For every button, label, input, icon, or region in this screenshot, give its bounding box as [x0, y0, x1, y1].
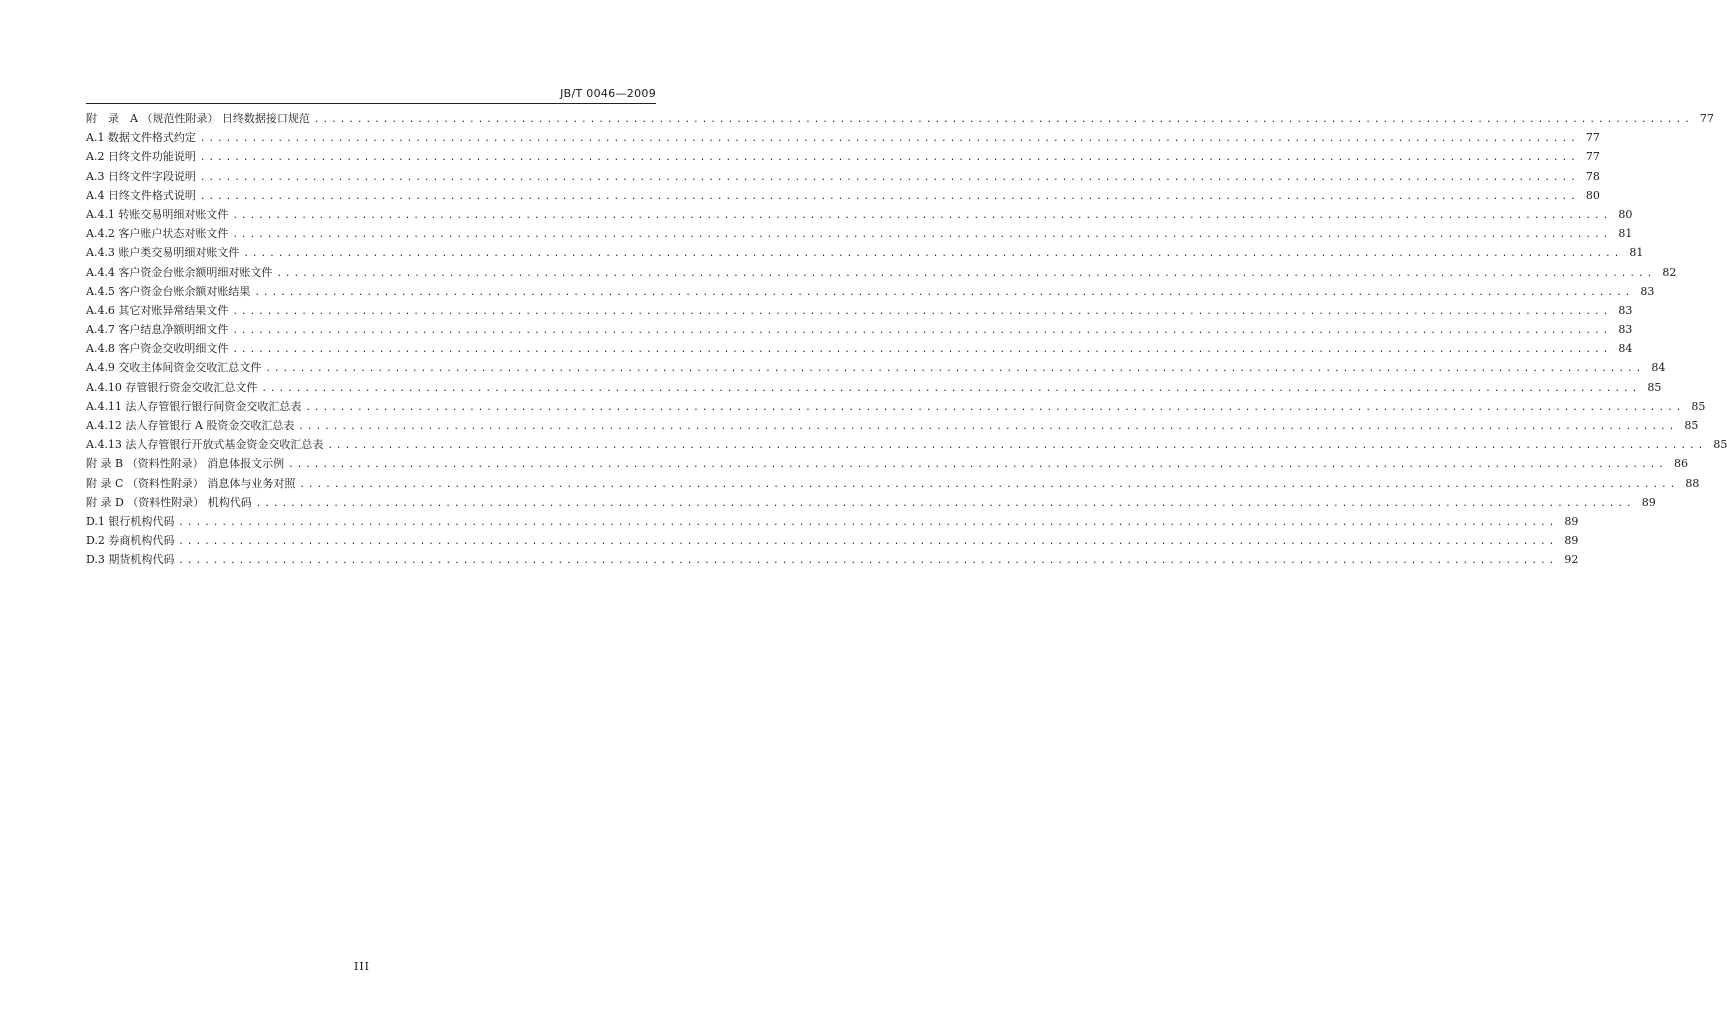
toc-entry[interactable]: [86, 205, 1633, 224]
toc-entry[interactable]: [86, 550, 1579, 569]
toc-entry-title: A.4.9 交收主体间资金交收汇总文件: [86, 361, 262, 375]
toc-dot-leader: ................................................................................................................................................................: [255, 498, 1635, 509]
toc-dot-leader: ................................................................................................................................................................: [327, 441, 1707, 452]
toc-entry[interactable]: [86, 167, 1600, 186]
toc-entry-page: 85: [1684, 419, 1699, 432]
toc-entry[interactable]: [86, 454, 1689, 473]
toc-entry-page: 83: [1618, 323, 1633, 337]
toc-entry-title: A.4.8 客户资金交收明细文件: [86, 342, 229, 356]
toc-entry[interactable]: [86, 339, 1633, 358]
toc-entry-page: 84: [1618, 342, 1633, 356]
toc-entry-page: 89: [1564, 534, 1579, 548]
toc-entry-page: 83: [1640, 284, 1655, 298]
toc-entry[interactable]: [86, 378, 1662, 397]
toc-entry-title: A.1 数据文件格式约定: [86, 131, 196, 145]
toc-entry-page: 77: [1585, 131, 1600, 145]
toc-entry-title: A.4.1 转账交易明细对账文件: [86, 207, 229, 221]
toc-entry[interactable]: [86, 531, 1579, 550]
toc-entry[interactable]: [86, 397, 1706, 416]
toc-entry-title: A.4.13 法人存管银行开放式基金资金交收汇总表: [86, 438, 324, 452]
toc-entry[interactable]: [86, 243, 1644, 262]
toc-entry-page: 92: [1564, 553, 1579, 567]
toc-entry-page: 89: [1564, 514, 1579, 528]
toc-entry[interactable]: [86, 474, 1700, 493]
toc-entry[interactable]: [86, 358, 1666, 377]
header-rule: [86, 103, 656, 104]
table-of-contents: [86, 109, 1727, 570]
page-number: III: [353, 960, 371, 973]
toc-entry[interactable]: [86, 128, 1600, 147]
toc-dot-leader: ................................................................................................................................................................: [232, 230, 1612, 241]
toc-entry-page: 81: [1618, 227, 1633, 241]
toc-dot-leader: ................................................................................................................................................................: [243, 249, 1623, 260]
toc-entry-title: D.3 期货机构代码: [86, 553, 175, 567]
toc-dot-leader: ................................................................................................................................................................: [232, 210, 1612, 221]
toc-dot-leader: ................................................................................................................................................................: [232, 306, 1612, 317]
toc-entry-title: A.4.11 法人存管银行银行间资金交收汇总表: [86, 399, 302, 413]
toc-entry-page: 89: [1641, 495, 1656, 509]
toc-entry-page: 88: [1685, 476, 1700, 490]
toc-entry[interactable]: [86, 282, 1655, 301]
toc-entry-page: 83: [1618, 303, 1633, 317]
toc-entry-title: A.4.2 客户账户状态对账文件: [86, 227, 229, 241]
toc-entry-title: A.4.3 账户类交易明细对账文件: [86, 246, 240, 260]
toc-dot-leader: ................................................................................................................................................................: [305, 402, 1685, 413]
toc-dot-leader: ................................................................................................................................................................: [232, 345, 1612, 356]
toc-entry-title: A.4.6 其它对账异常结果文件: [86, 303, 229, 317]
toc-dot-leader: ................................................................................................................................................................: [254, 287, 1634, 298]
toc-dot-leader: ................................................................................................................................................................: [232, 326, 1612, 337]
toc-entry-title: 附 录 C （资料性附录） 消息体与业务对照: [86, 476, 296, 490]
toc-entry[interactable]: [86, 320, 1633, 339]
toc-entry-title: A.2 日终文件功能说明: [86, 150, 196, 164]
toc-entry[interactable]: [86, 416, 1699, 435]
toc-entry-title: A.4.5 客户资金台账余额对账结果: [86, 284, 251, 298]
toc-entry[interactable]: [86, 493, 1656, 512]
toc-entry[interactable]: [86, 224, 1633, 243]
toc-dot-leader: ................................................................................................................................................................: [265, 364, 1645, 375]
toc-dot-leader: ................................................................................................................................................................: [261, 383, 1641, 394]
toc-dot-leader: ................................................................................................................................................................: [288, 460, 1668, 471]
toc-entry[interactable]: [86, 147, 1600, 166]
toc-entry-title: 附 录 A （规范性附录） 日终数据接口规范: [86, 112, 310, 125]
toc-entry-title: D.1 银行机构代码: [86, 514, 175, 528]
document-code: JB/T 0046—2009: [560, 87, 656, 100]
toc-entry-title: A.4.10 存管银行资金交收汇总文件: [86, 380, 258, 394]
toc-dot-leader: ................................................................................................................................................................: [299, 479, 1679, 490]
toc-dot-leader: ................................................................................................................................................................: [178, 537, 1558, 548]
toc-entry-page: 85: [1713, 438, 1727, 452]
toc-entry[interactable]: [86, 512, 1579, 531]
toc-entry-title: A.4.12 法人存管银行 A 股资金交收汇总表: [86, 419, 295, 432]
toc-entry-page: 77: [1585, 150, 1600, 164]
toc-entry-title: A.3 日终文件字段说明: [86, 169, 196, 183]
toc-entry[interactable]: [86, 263, 1677, 282]
toc-entry-title: A.4 日终文件格式说明: [86, 188, 196, 202]
toc-entry-page: 86: [1674, 457, 1689, 471]
toc-entry-title: 附 录 B （资料性附录） 消息体报文示例: [86, 457, 285, 471]
toc-dot-leader: ................................................................................................................................................................: [199, 134, 1579, 145]
toc-entry-title: A.4.4 客户资金台账余额明细对账文件: [86, 265, 273, 279]
toc-entry-page: 84: [1651, 361, 1666, 375]
toc-dot-leader: ................................................................................................................................................................: [199, 153, 1579, 164]
toc-entry[interactable]: [86, 186, 1600, 205]
toc-dot-leader: ................................................................................................................................................................: [178, 517, 1558, 528]
toc-dot-leader: ................................................................................................................................................................: [276, 268, 1656, 279]
toc-entry-page: 85: [1691, 399, 1706, 413]
toc-dot-leader: ................................................................................................................................................................: [178, 556, 1558, 567]
toc-entry-title: D.2 券商机构代码: [86, 534, 175, 548]
toc-entry-page: 77: [1699, 112, 1714, 125]
toc-entry-title: 附 录 D （资料性附录） 机构代码: [86, 495, 252, 509]
toc-entry-page: 80: [1618, 207, 1633, 221]
toc-entry-title: A.4.7 客户结息净额明细文件: [86, 323, 229, 337]
toc-entry[interactable]: [86, 301, 1633, 320]
toc-dot-leader: ................................................................................................................................................................: [298, 422, 1678, 432]
toc-entry-page: 78: [1585, 169, 1600, 183]
toc-dot-leader: ................................................................................................................................................................: [199, 172, 1579, 183]
toc-dot-leader: ................................................................................................................................................................: [313, 115, 1693, 125]
toc-entry-page: 82: [1662, 265, 1677, 279]
toc-dot-leader: ................................................................................................................................................................: [199, 191, 1579, 202]
toc-entry-page: 80: [1585, 188, 1600, 202]
toc-entry-page: 85: [1647, 380, 1662, 394]
toc-entry-page: 81: [1629, 246, 1644, 260]
toc-entry[interactable]: [86, 109, 1714, 128]
toc-entry[interactable]: [86, 435, 1727, 454]
